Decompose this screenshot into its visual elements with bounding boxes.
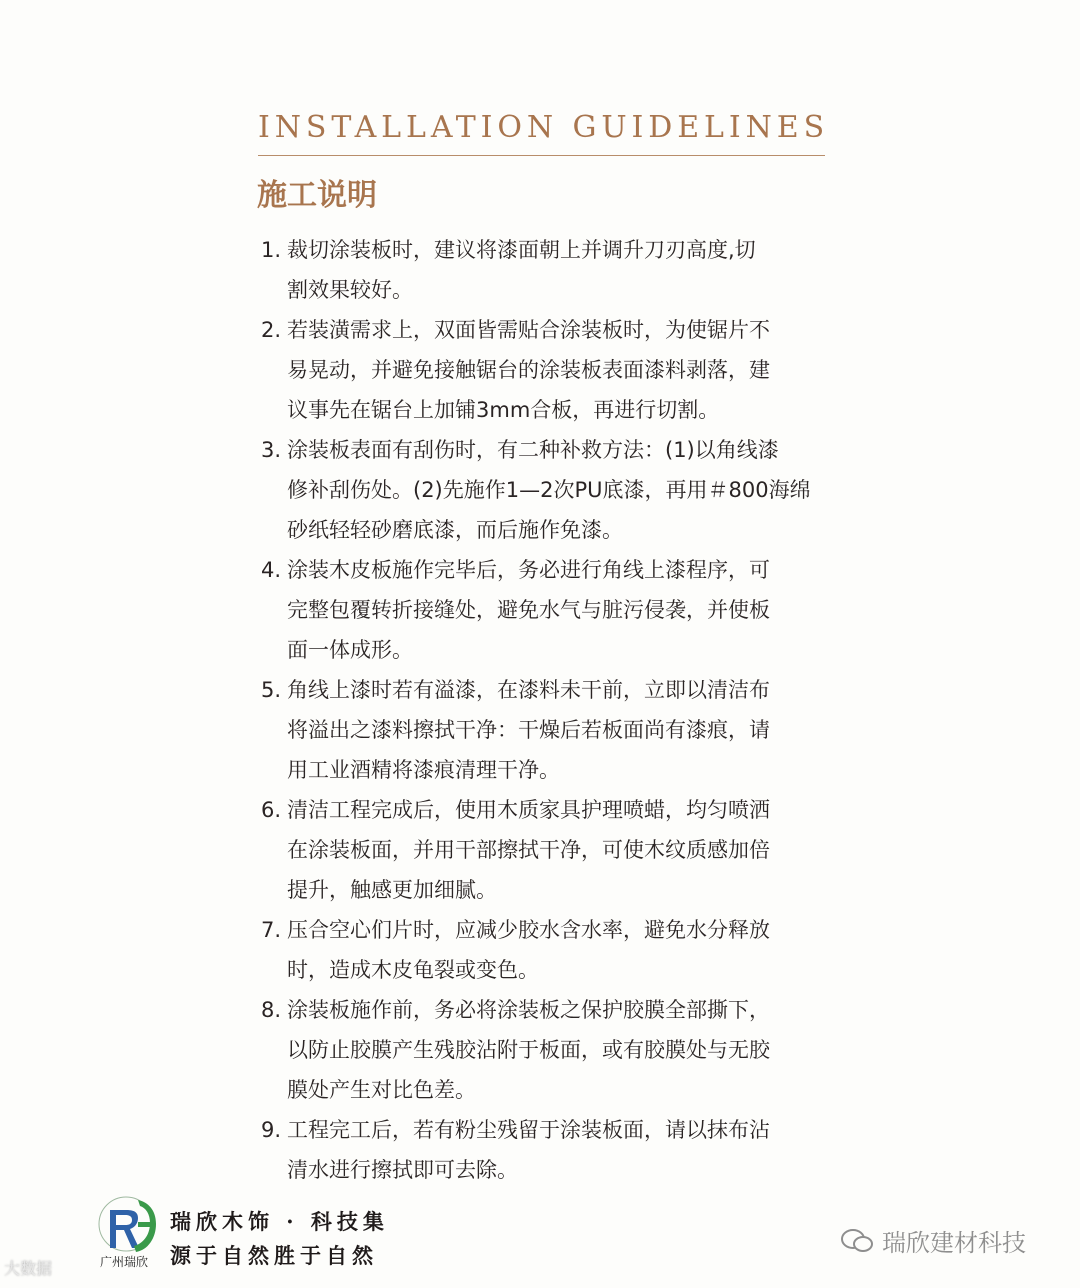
slogan	[170, 1205, 389, 1273]
item-text-line: 涂装木皮板施作完毕后，务必进行角线上漆程序，可	[287, 558, 770, 582]
wechat-bubble-icon	[840, 1228, 874, 1254]
item-number: 5.	[261, 678, 282, 702]
list-item	[258, 790, 858, 910]
item-text	[287, 990, 858, 1110]
item-text-line: 议事先在锯台上加铺3mm合板，再进行切割。	[287, 398, 720, 422]
list-item	[258, 670, 858, 790]
item-text-line: 工程完工后，若有粉尘残留于涂装板面，请以抹布沾	[287, 1118, 770, 1142]
page-title: INSTALLATION GUIDELINES	[258, 110, 830, 145]
list-item	[258, 430, 858, 550]
item-text-line: 清水进行擦拭即可去除。	[287, 1158, 518, 1182]
item-text	[287, 670, 858, 790]
list-item	[258, 230, 858, 310]
item-text-line: 以防止胶膜产生残胶沾附于板面，或有胶膜处与无胶	[287, 1038, 770, 1062]
item-text-line: 裁切涂装板时，建议将漆面朝上并调升刀刃高度,切	[287, 238, 756, 262]
list-item	[258, 310, 858, 430]
item-text-line: 角线上漆时若有溢漆，在漆料未干前，立即以清洁布	[287, 678, 770, 702]
item-text-line: 修补刮伤处。(2)先施作1—2次PU底漆，再用＃800海绵	[287, 478, 811, 502]
item-text-line: 若装潢需求上，双面皆需贴合涂装板时，为使锯片不	[287, 318, 770, 342]
list-item	[258, 910, 858, 990]
item-text-line: 用工业酒精将漆痕清理干净。	[287, 758, 560, 782]
footer	[0, 1185, 1080, 1288]
slogan-line-2: 源于自然胜于自然	[170, 1243, 378, 1268]
item-text	[287, 230, 858, 310]
item-text-line: 在涂装板面，并用干部擦拭干净，可使木纹质感加倍	[287, 838, 770, 862]
item-text-line: 完整包覆转折接缝处，避免水气与脏污侵袭，并使板	[287, 598, 770, 622]
list-item	[258, 990, 858, 1110]
list-item	[258, 550, 858, 670]
item-number: 4.	[261, 558, 282, 582]
item-text	[287, 310, 858, 430]
list-item	[258, 1110, 858, 1190]
item-text-line: 涂装板表面有刮伤时，有二种补救方法：(1)以角线漆	[287, 438, 779, 462]
item-number: 7.	[261, 918, 282, 942]
item-number: 8.	[261, 998, 282, 1022]
item-number: 1.	[261, 238, 282, 262]
item-text-line: 时，造成木皮龟裂或变色。	[287, 958, 539, 982]
item-text-line: 将溢出之漆料擦拭干净：干燥后若板面尚有漆痕，请	[287, 718, 770, 742]
item-text-line: 提升，触感更加细腻。	[287, 878, 497, 902]
item-text-line: 易晃动，并避免接触锯台的涂装板表面漆料剥落，建	[287, 358, 770, 382]
section-subtitle: 施工说明	[257, 178, 377, 213]
item-text-line: 压合空心们片时，应减少胶水含水率，避免水分释放	[287, 918, 770, 942]
item-text	[287, 550, 858, 670]
item-text-line: 膜处产生对比色差。	[287, 1078, 476, 1102]
guideline-list	[258, 230, 858, 1190]
item-text	[287, 790, 858, 910]
watermark-right-text: 瑞欣建材科技	[882, 1229, 1026, 1257]
item-text-line: 面一体成形。	[287, 638, 413, 662]
watermark-left: 大数据	[4, 1259, 53, 1278]
item-number: 9.	[261, 1118, 282, 1142]
item-text-line: 涂装板施作前，务必将涂装板之保护胶膜全部撕下，	[287, 998, 770, 1022]
watermark-right	[840, 1223, 1026, 1258]
item-text-line: 砂纸轻轻砂磨底漆，而后施作免漆。	[287, 518, 623, 542]
item-text	[287, 430, 858, 550]
item-number: 2.	[261, 318, 282, 342]
item-number: 3.	[261, 438, 282, 462]
logo-caption: 广州瑞欣	[100, 1255, 149, 1269]
item-text	[287, 1110, 858, 1190]
item-number: 6.	[261, 798, 282, 822]
slogan-line-1: 瑞欣木饰 · 科技集	[170, 1209, 389, 1234]
item-text-line: 清洁工程完成后，使用木质家具护理喷蜡，均匀喷洒	[287, 798, 770, 822]
item-text-line: 割效果较好。	[287, 278, 413, 302]
title-divider	[258, 155, 825, 156]
item-text	[287, 910, 858, 990]
